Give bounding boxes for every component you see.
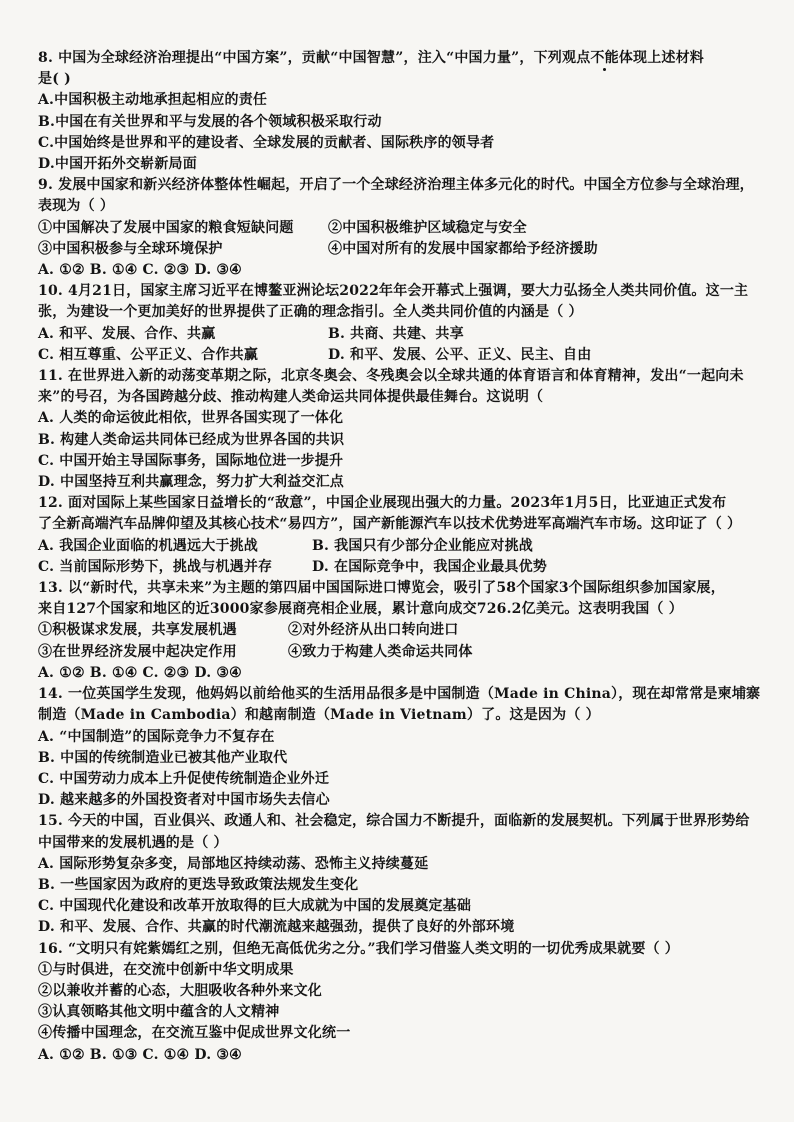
option-row — [38, 536, 766, 557]
question-stem-line: 中国带来的发展机遇的是（ ） — [38, 834, 228, 851]
option-d: D. 和平、发展、公平、正义、民主、自由 — [328, 346, 592, 363]
option-a: A. 和平、发展、合作、共赢 — [38, 325, 216, 342]
item-3: ③认真领略其他文明中蕴含的人文精神 — [38, 1004, 280, 1021]
question-stem-line: 16. “文明只有姹紫嫣红之别，但绝无高低优劣之分。”我们学习借鉴人类文明的一切优秀成果就要（ ） — [38, 940, 680, 957]
question-stem-line: 来自127个国家和地区的近3000家参展商亮相企业展，累计意向成交726.2亿美元。这表明我国（ ） — [38, 601, 683, 618]
item-row — [38, 239, 766, 260]
question-stem-line: 来”的号召，为各国跨越分歧、推动构建人类命运共同体提供最佳舞台。这说明（ — [38, 389, 544, 406]
question-9 — [38, 175, 766, 281]
question-15 — [38, 811, 766, 938]
item-3: ③中国积极参与全球环境保护 — [38, 240, 223, 257]
item-1: ①与时俱进，在交流中创新中华文明成果 — [38, 961, 294, 978]
answer-choices: A. ①② B. ①④ C. ②③ D. ③④ — [38, 664, 242, 681]
option-b: B. 构建人类命运共同体已经成为世界各国的共识 — [38, 431, 345, 448]
option-c: C. 中国现代化建设和改革开放取得的巨大成就为中国的发展奠定基础 — [38, 898, 472, 915]
question-stem-line: 8. 中国为全球经济治理提出“中国方案”，贡献“中国智慧”，注入“中国力量”，下列观点不能体现上述材料 — [38, 50, 705, 66]
question-stem-line: 13. 以“新时代，共享未来”为主题的第四届中国国际进口博览会，吸引了58个国家3个国际组织参加国家展， — [38, 580, 725, 597]
question-stem-line: 14. 一位英国学生发现，他妈妈以前给他买的生活用品很多是中国制造（Made in China），现在却常常是柬埔寨 — [38, 686, 761, 703]
item-4: ④致力于构建人类命运共同体 — [288, 643, 473, 660]
question-stem-line: 12. 面对国际上某些国家日益增长的“敌意”，中国企业展现出强大的力量。2023年1月5日，比亚迪正式发布 — [38, 495, 727, 512]
question-stem-line: 表现为（ ） — [38, 198, 115, 215]
question-stem-line: 了全新高端汽车品牌仰望及其核心技术“易四方”，国产新能源汽车以技术优势进军高端汽车市场。这印证了（ ） — [38, 516, 742, 533]
option-c: C. 当前国际形势下，挑战与机遇并存 — [38, 558, 273, 575]
item-4: ④传播中国理念，在交流互鉴中促成世界文化统一 — [38, 1025, 351, 1042]
question-stem-line: 10. 4月21日，国家主席习近平在博鳌亚洲论坛2022年年会开幕式上强调，要大力弘扬全人类共同价值。这一主 — [38, 283, 749, 300]
question-10 — [38, 281, 766, 366]
item-1: ①中国解决了发展中国家的粮食短缺问题 — [38, 219, 294, 236]
option-b: B. 中国的传统制造业已被其他产业取代 — [38, 749, 288, 766]
answer-choices: A. ①② B. ①④ C. ②③ D. ③④ — [38, 262, 242, 279]
option-row — [38, 557, 766, 578]
question-8 — [38, 48, 766, 175]
option-row — [38, 324, 766, 345]
question-stem-line: 是( ) — [38, 71, 71, 88]
option-a: A. 人类的命运彼此相依，世界各国实现了一体化 — [38, 410, 344, 427]
item-row — [38, 620, 766, 641]
option-a: A. 我国企业面临的机遇远大于挑战 — [38, 537, 259, 554]
option-b: B.中国在有关世界和平与发展的各个领域积极采取行动 — [38, 113, 382, 130]
option-c: C.中国始终是世界和平的建设者、全球发展的贡献者、国际秩序的领导者 — [38, 134, 495, 151]
option-b: B. 共商、共建、共享 — [328, 325, 464, 342]
question-12 — [38, 493, 766, 578]
option-d: D. 中国坚持互利共赢理念，努力扩大利益交汇点 — [38, 474, 344, 491]
option-b: B. 我国只有少部分企业能应对挑战 — [312, 537, 533, 554]
question-16 — [38, 939, 766, 1066]
item-2: ②以兼收并蓄的心态，大胆吸收各种外来文化 — [38, 982, 322, 999]
option-d: D. 越来越多的外国投资者对中国市场失去信心 — [38, 792, 330, 809]
question-13 — [38, 578, 766, 684]
option-c: C. 相互尊重、公平正义、合作共赢 — [38, 346, 259, 363]
item-2: ②对外经济从出口转向进口 — [288, 622, 459, 639]
answer-choices: A. ①② B. ①③ C. ①④ D. ③④ — [38, 1046, 242, 1063]
question-stem-line: 15. 今天的中国，百业俱兴、政通人和、社会稳定，综合国力不断提升，面临新的发展契机。下列属于世界形势给 — [38, 813, 750, 830]
item-3: ③在世界经济发展中起决定作用 — [38, 643, 237, 660]
option-a: A. “中国制造”的国际竞争力不复存在 — [38, 728, 275, 745]
option-a: A. 国际形势复杂多变，局部地区持续动荡、恐怖主义持续蔓延 — [38, 855, 429, 872]
item-1: ①积极谋求发展，共享发展机遇 — [38, 622, 237, 639]
question-14 — [38, 684, 766, 811]
question-11 — [38, 366, 766, 493]
option-d: D.中国开拓外交崭新局面 — [38, 156, 197, 173]
option-d: D. 和平、发展、合作、共赢的时代潮流越来越强劲，提供了良好的外部环境 — [38, 919, 515, 936]
option-a: A.中国积极主动地承担起相应的责任 — [38, 92, 268, 109]
question-stem-line: 制造（Made in Cambodia）和越南制造（Made in Vietnam）了。这是因为（ ） — [38, 707, 600, 724]
question-stem-line: 11. 在世界进入新的动荡变革期之际，北京冬奥会、冬残奥会以全球共通的体育语言和体育精神，发出“一起向未 — [38, 368, 744, 385]
item-row — [38, 642, 766, 663]
option-row — [38, 345, 766, 366]
option-c: C. 中国劳动力成本上升促使传统制造企业外迁 — [38, 770, 330, 787]
question-stem-line: 9. 发展中国家和新兴经济体整体性崛起，开启了一个全球经济治理主体多元化的时代。中国全方位参与全球治理， — [38, 177, 754, 194]
item-row — [38, 218, 766, 239]
item-4: ④中国对所有的发展中国家都给予经济援助 — [328, 240, 598, 257]
item-2: ②中国积极维护区域稳定与安全 — [328, 219, 527, 236]
question-stem-line: 张，为建设一个更加美好的世界提供了正确的理念指引。全人类共同价值的内涵是（ ） — [38, 304, 583, 321]
option-b: B. 一些国家因为政府的更迭导致政策法规发生变化 — [38, 876, 359, 893]
emphasis-not: 不能 — [590, 50, 619, 66]
option-d: D. 在国际竞争中，我国企业最具优势 — [312, 558, 547, 575]
option-c: C. 中国开始主导国际事务，国际地位进一步提升 — [38, 452, 344, 469]
